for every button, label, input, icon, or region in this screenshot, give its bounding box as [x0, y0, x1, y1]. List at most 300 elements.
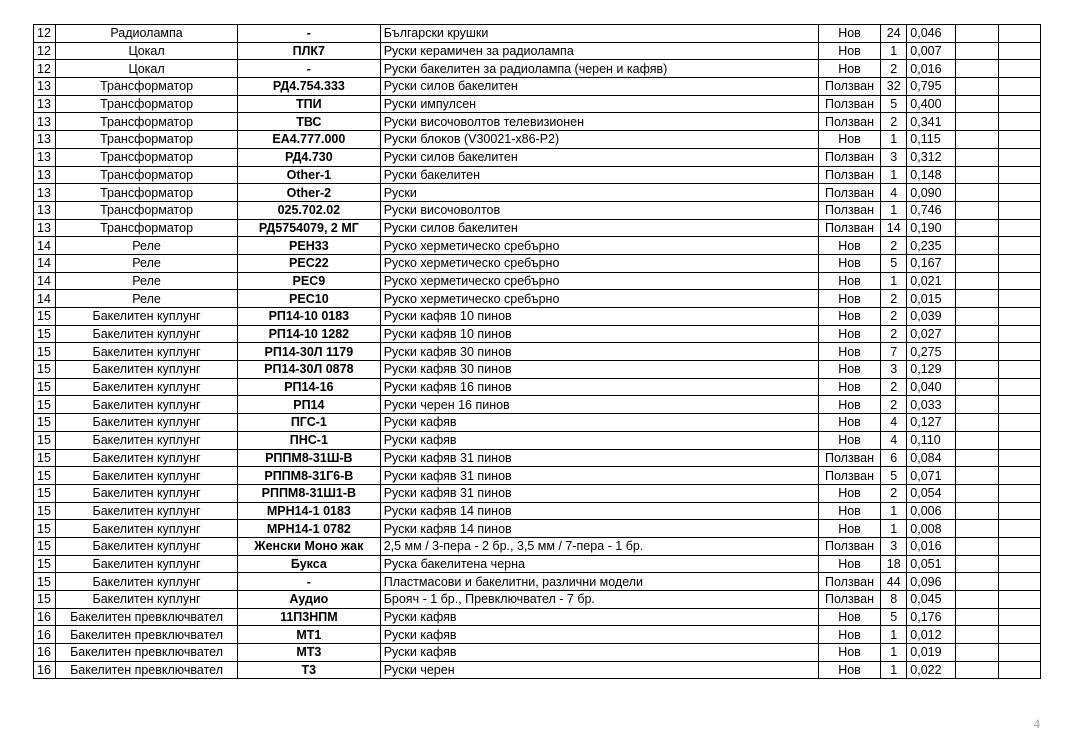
table-row: [34, 573, 1041, 591]
table-row: [34, 537, 1041, 555]
description-cell: Руски кафяв: [380, 626, 818, 644]
item-code-cell: РП14-30Л 0878: [238, 361, 381, 379]
item-code-cell: РД4.730: [238, 148, 381, 166]
quantity-cell: 1: [881, 502, 907, 520]
condition-cell: Ползван: [818, 148, 880, 166]
description-cell: Руски кафяв 30 пинов: [380, 361, 818, 379]
weight-cell: 0,235: [907, 237, 955, 255]
item-name-cell: Трансформатор: [56, 78, 238, 96]
group-cell: 15: [34, 484, 56, 502]
description-cell: Руски силов бакелитен: [380, 78, 818, 96]
item-name-cell: Трансформатор: [56, 131, 238, 149]
item-name-cell: Реле: [56, 290, 238, 308]
condition-cell: Нов: [818, 343, 880, 361]
condition-cell: Нов: [818, 272, 880, 290]
condition-cell: Нов: [818, 626, 880, 644]
item-name-cell: Бакелитен куплунг: [56, 484, 238, 502]
description-cell: Руски бакелитен за радиолампа (черен и кафяв): [380, 60, 818, 78]
empty-cell: [998, 131, 1040, 149]
item-name-cell: Трансформатор: [56, 113, 238, 131]
quantity-cell: 1: [881, 42, 907, 60]
weight-cell: 0,039: [907, 308, 955, 326]
quantity-cell: 14: [881, 219, 907, 237]
empty-cell: [998, 184, 1040, 202]
empty-cell: [998, 60, 1040, 78]
quantity-cell: 1: [881, 661, 907, 679]
description-cell: Руска бакелитена черна: [380, 555, 818, 573]
group-cell: 13: [34, 131, 56, 149]
item-name-cell: Бакелитен куплунг: [56, 431, 238, 449]
item-code-cell: Букса: [238, 555, 381, 573]
weight-cell: 0,312: [907, 148, 955, 166]
condition-cell: Нов: [818, 254, 880, 272]
quantity-cell: 24: [881, 25, 907, 43]
item-code-cell: -: [238, 573, 381, 591]
description-cell: Руски керамичен за радиолампа: [380, 42, 818, 60]
empty-cell: [998, 148, 1040, 166]
description-cell: Пластмасови и бакелитни, различни модели: [380, 573, 818, 591]
table-row: [34, 237, 1041, 255]
description-cell: Руски височоволтов телевизионен: [380, 113, 818, 131]
weight-cell: 0,012: [907, 626, 955, 644]
item-name-cell: Бакелитен превключвател: [56, 661, 238, 679]
description-cell: Руски кафяв: [380, 414, 818, 432]
group-cell: 15: [34, 396, 56, 414]
description-cell: Руско херметическо сребърно: [380, 290, 818, 308]
item-code-cell: Женски Моно жак: [238, 537, 381, 555]
condition-cell: Нов: [818, 414, 880, 432]
table-row: [34, 113, 1041, 131]
weight-cell: 0,746: [907, 201, 955, 219]
condition-cell: Ползван: [818, 591, 880, 609]
group-cell: 13: [34, 78, 56, 96]
empty-cell: [998, 113, 1040, 131]
condition-cell: Нов: [818, 608, 880, 626]
quantity-cell: 2: [881, 378, 907, 396]
condition-cell: Нов: [818, 361, 880, 379]
table-row: [34, 626, 1041, 644]
table-row: [34, 25, 1041, 43]
item-name-cell: Бакелитен превключвател: [56, 608, 238, 626]
condition-cell: Нов: [818, 396, 880, 414]
empty-cell: [955, 644, 998, 662]
group-cell: 16: [34, 626, 56, 644]
group-cell: 13: [34, 201, 56, 219]
item-name-cell: Трансформатор: [56, 95, 238, 113]
item-name-cell: Трансформатор: [56, 219, 238, 237]
group-cell: 15: [34, 308, 56, 326]
condition-cell: Ползван: [818, 201, 880, 219]
empty-cell: [955, 661, 998, 679]
table-row: [34, 502, 1041, 520]
table-row: [34, 60, 1041, 78]
table-row: [34, 148, 1041, 166]
table-row: [34, 414, 1041, 432]
table-row: [34, 378, 1041, 396]
item-code-cell: РД5754079, 2 МГ: [238, 219, 381, 237]
weight-cell: 0,341: [907, 113, 955, 131]
description-cell: Български крушки: [380, 25, 818, 43]
description-cell: 2,5 мм / 3-пера - 2 бр., 3,5 мм / 7-пера - 1 бр.: [380, 537, 818, 555]
empty-cell: [955, 25, 998, 43]
empty-cell: [998, 573, 1040, 591]
group-cell: 15: [34, 502, 56, 520]
empty-cell: [955, 272, 998, 290]
item-code-cell: РЕС22: [238, 254, 381, 272]
table-row: [34, 308, 1041, 326]
item-name-cell: Трансформатор: [56, 201, 238, 219]
description-cell: Руски силов бакелитен: [380, 148, 818, 166]
quantity-cell: 4: [881, 414, 907, 432]
quantity-cell: 1: [881, 644, 907, 662]
table-row: [34, 396, 1041, 414]
empty-cell: [998, 219, 1040, 237]
quantity-cell: 6: [881, 449, 907, 467]
empty-cell: [955, 502, 998, 520]
description-cell: Руски кафяв 31 пинов: [380, 467, 818, 485]
empty-cell: [955, 378, 998, 396]
item-code-cell: МТ1: [238, 626, 381, 644]
item-name-cell: Реле: [56, 272, 238, 290]
description-cell: Руски кафяв 14 пинов: [380, 502, 818, 520]
item-name-cell: Бакелитен куплунг: [56, 555, 238, 573]
quantity-cell: 1: [881, 201, 907, 219]
weight-cell: 0,400: [907, 95, 955, 113]
quantity-cell: 2: [881, 308, 907, 326]
quantity-cell: 5: [881, 608, 907, 626]
condition-cell: Ползван: [818, 449, 880, 467]
item-name-cell: Бакелитен куплунг: [56, 414, 238, 432]
condition-cell: Нов: [818, 60, 880, 78]
group-cell: 13: [34, 219, 56, 237]
quantity-cell: 1: [881, 626, 907, 644]
empty-cell: [998, 254, 1040, 272]
item-code-cell: РЕС9: [238, 272, 381, 290]
item-name-cell: Бакелитен куплунг: [56, 343, 238, 361]
empty-cell: [998, 308, 1040, 326]
description-cell: Руски височоволтов: [380, 201, 818, 219]
item-code-cell: -: [238, 25, 381, 43]
item-code-cell: РЕС10: [238, 290, 381, 308]
weight-cell: 0,006: [907, 502, 955, 520]
group-cell: 14: [34, 254, 56, 272]
description-cell: Руски кафяв: [380, 608, 818, 626]
group-cell: 15: [34, 555, 56, 573]
item-name-cell: Цокал: [56, 42, 238, 60]
weight-cell: 0,008: [907, 520, 955, 538]
condition-cell: Нов: [818, 644, 880, 662]
table-row: [34, 644, 1041, 662]
condition-cell: Нов: [818, 555, 880, 573]
group-cell: 15: [34, 449, 56, 467]
quantity-cell: 5: [881, 254, 907, 272]
item-code-cell: МРН14-1 0782: [238, 520, 381, 538]
item-code-cell: РППМ8-31Г6-В: [238, 467, 381, 485]
group-cell: 16: [34, 661, 56, 679]
empty-cell: [955, 520, 998, 538]
weight-cell: 0,115: [907, 131, 955, 149]
item-name-cell: Трансформатор: [56, 184, 238, 202]
item-code-cell: ТВС: [238, 113, 381, 131]
empty-cell: [955, 484, 998, 502]
table-row: [34, 184, 1041, 202]
quantity-cell: 18: [881, 555, 907, 573]
empty-cell: [998, 166, 1040, 184]
empty-cell: [955, 201, 998, 219]
group-cell: 15: [34, 573, 56, 591]
table-row: [34, 608, 1041, 626]
weight-cell: 0,015: [907, 290, 955, 308]
table-row: [34, 520, 1041, 538]
quantity-cell: 1: [881, 166, 907, 184]
quantity-cell: 1: [881, 272, 907, 290]
empty-cell: [998, 378, 1040, 396]
item-code-cell: Аудио: [238, 591, 381, 609]
empty-cell: [998, 431, 1040, 449]
table-row: [34, 467, 1041, 485]
item-name-cell: Трансформатор: [56, 148, 238, 166]
weight-cell: 0,084: [907, 449, 955, 467]
condition-cell: Ползван: [818, 537, 880, 555]
empty-cell: [998, 343, 1040, 361]
item-name-cell: Бакелитен куплунг: [56, 325, 238, 343]
group-cell: 15: [34, 591, 56, 609]
item-code-cell: РППМ8-31Ш-В: [238, 449, 381, 467]
quantity-cell: 4: [881, 184, 907, 202]
item-name-cell: Реле: [56, 237, 238, 255]
description-cell: Руски кафяв: [380, 431, 818, 449]
page-number: 4: [1033, 716, 1040, 731]
description-cell: Руско херметическо сребърно: [380, 272, 818, 290]
condition-cell: Нов: [818, 325, 880, 343]
quantity-cell: 7: [881, 343, 907, 361]
inventory-table: [33, 24, 1041, 679]
condition-cell: Ползван: [818, 573, 880, 591]
empty-cell: [998, 449, 1040, 467]
item-name-cell: Бакелитен куплунг: [56, 467, 238, 485]
item-name-cell: Бакелитен куплунг: [56, 361, 238, 379]
empty-cell: [955, 113, 998, 131]
condition-cell: Нов: [818, 520, 880, 538]
empty-cell: [998, 484, 1040, 502]
quantity-cell: 1: [881, 131, 907, 149]
quantity-cell: 8: [881, 591, 907, 609]
quantity-cell: 2: [881, 290, 907, 308]
condition-cell: Нов: [818, 237, 880, 255]
empty-cell: [998, 272, 1040, 290]
weight-cell: 0,795: [907, 78, 955, 96]
group-cell: 13: [34, 166, 56, 184]
group-cell: 15: [34, 325, 56, 343]
group-cell: 12: [34, 60, 56, 78]
empty-cell: [998, 361, 1040, 379]
item-name-cell: Трансформатор: [56, 166, 238, 184]
empty-cell: [998, 95, 1040, 113]
item-code-cell: -: [238, 60, 381, 78]
item-name-cell: Бакелитен куплунг: [56, 396, 238, 414]
item-code-cell: Other-2: [238, 184, 381, 202]
empty-cell: [955, 343, 998, 361]
weight-cell: 0,007: [907, 42, 955, 60]
group-cell: 15: [34, 520, 56, 538]
weight-cell: 0,110: [907, 431, 955, 449]
item-name-cell: Бакелитен куплунг: [56, 520, 238, 538]
quantity-cell: 32: [881, 78, 907, 96]
table-row: [34, 325, 1041, 343]
empty-cell: [955, 537, 998, 555]
weight-cell: 0,022: [907, 661, 955, 679]
description-cell: Руски блоков (V30021-x86-P2): [380, 131, 818, 149]
empty-cell: [955, 60, 998, 78]
item-code-cell: РП14-10 1282: [238, 325, 381, 343]
group-cell: 15: [34, 378, 56, 396]
table-row: [34, 254, 1041, 272]
empty-cell: [998, 555, 1040, 573]
item-name-cell: Бакелитен куплунг: [56, 591, 238, 609]
group-cell: 14: [34, 290, 56, 308]
empty-cell: [998, 201, 1040, 219]
empty-cell: [998, 608, 1040, 626]
empty-cell: [998, 644, 1040, 662]
weight-cell: 0,040: [907, 378, 955, 396]
condition-cell: Нов: [818, 308, 880, 326]
condition-cell: Ползван: [818, 78, 880, 96]
condition-cell: Ползван: [818, 184, 880, 202]
weight-cell: 0,071: [907, 467, 955, 485]
empty-cell: [998, 237, 1040, 255]
description-cell: Руски силов бакелитен: [380, 219, 818, 237]
item-name-cell: Бакелитен куплунг: [56, 573, 238, 591]
item-name-cell: Бакелитен куплунг: [56, 378, 238, 396]
description-cell: Руски: [380, 184, 818, 202]
empty-cell: [955, 148, 998, 166]
empty-cell: [955, 449, 998, 467]
group-cell: 12: [34, 42, 56, 60]
quantity-cell: 2: [881, 396, 907, 414]
group-cell: 13: [34, 148, 56, 166]
group-cell: 15: [34, 537, 56, 555]
empty-cell: [955, 608, 998, 626]
empty-cell: [998, 591, 1040, 609]
empty-cell: [955, 555, 998, 573]
table-row: [34, 661, 1041, 679]
condition-cell: Ползван: [818, 219, 880, 237]
condition-cell: Нов: [818, 25, 880, 43]
table-row: [34, 95, 1041, 113]
empty-cell: [998, 537, 1040, 555]
empty-cell: [955, 95, 998, 113]
quantity-cell: 2: [881, 60, 907, 78]
weight-cell: 0,167: [907, 254, 955, 272]
empty-cell: [955, 219, 998, 237]
group-cell: 13: [34, 184, 56, 202]
weight-cell: 0,027: [907, 325, 955, 343]
description-cell: Руски кафяв 16 пинов: [380, 378, 818, 396]
empty-cell: [998, 25, 1040, 43]
table-row: [34, 78, 1041, 96]
description-cell: Руски бакелитен: [380, 166, 818, 184]
weight-cell: 0,127: [907, 414, 955, 432]
weight-cell: 0,051: [907, 555, 955, 573]
item-code-cell: Т3: [238, 661, 381, 679]
item-name-cell: Бакелитен превключвател: [56, 644, 238, 662]
weight-cell: 0,016: [907, 60, 955, 78]
empty-cell: [955, 414, 998, 432]
description-cell: Руско херметическо сребърно: [380, 237, 818, 255]
item-name-cell: Бакелитен куплунг: [56, 537, 238, 555]
empty-cell: [998, 502, 1040, 520]
item-name-cell: Бакелитен превключвател: [56, 626, 238, 644]
empty-cell: [955, 166, 998, 184]
item-name-cell: Бакелитен куплунг: [56, 449, 238, 467]
weight-cell: 0,096: [907, 573, 955, 591]
weight-cell: 0,016: [907, 537, 955, 555]
weight-cell: 0,045: [907, 591, 955, 609]
empty-cell: [955, 431, 998, 449]
item-code-cell: ПЛК7: [238, 42, 381, 60]
item-code-cell: ЕА4.777.000: [238, 131, 381, 149]
empty-cell: [998, 661, 1040, 679]
quantity-cell: 3: [881, 361, 907, 379]
item-code-cell: 11П3НПМ: [238, 608, 381, 626]
table-row: [34, 219, 1041, 237]
group-cell: 14: [34, 272, 56, 290]
table-row: [34, 449, 1041, 467]
inventory-table-body: [34, 25, 1041, 679]
empty-cell: [998, 325, 1040, 343]
description-cell: Брояч - 1 бр., Превключвател - 7 бр.: [380, 591, 818, 609]
quantity-cell: 2: [881, 113, 907, 131]
condition-cell: Ползван: [818, 113, 880, 131]
weight-cell: 0,019: [907, 644, 955, 662]
condition-cell: Нов: [818, 42, 880, 60]
weight-cell: 0,033: [907, 396, 955, 414]
empty-cell: [955, 591, 998, 609]
empty-cell: [998, 414, 1040, 432]
item-code-cell: ПГС-1: [238, 414, 381, 432]
group-cell: 15: [34, 467, 56, 485]
empty-cell: [955, 626, 998, 644]
weight-cell: 0,148: [907, 166, 955, 184]
description-cell: Руски импулсен: [380, 95, 818, 113]
item-code-cell: 025.702.02: [238, 201, 381, 219]
table-row: [34, 131, 1041, 149]
table-row: [34, 166, 1041, 184]
empty-cell: [998, 396, 1040, 414]
table-row: [34, 555, 1041, 573]
item-name-cell: Бакелитен куплунг: [56, 308, 238, 326]
group-cell: 15: [34, 431, 56, 449]
weight-cell: 0,129: [907, 361, 955, 379]
description-cell: Руски кафяв 31 пинов: [380, 449, 818, 467]
description-cell: Руски черен: [380, 661, 818, 679]
item-code-cell: РППМ8-31Ш1-В: [238, 484, 381, 502]
item-code-cell: Other-1: [238, 166, 381, 184]
item-code-cell: ПНС-1: [238, 431, 381, 449]
condition-cell: Ползван: [818, 95, 880, 113]
table-row: [34, 42, 1041, 60]
group-cell: 13: [34, 95, 56, 113]
empty-cell: [955, 184, 998, 202]
weight-cell: 0,190: [907, 219, 955, 237]
description-cell: Руски кафяв 31 пинов: [380, 484, 818, 502]
quantity-cell: 4: [881, 431, 907, 449]
empty-cell: [998, 626, 1040, 644]
group-cell: 15: [34, 343, 56, 361]
description-cell: Руски кафяв 30 пинов: [380, 343, 818, 361]
description-cell: Руски кафяв 10 пинов: [380, 308, 818, 326]
weight-cell: 0,176: [907, 608, 955, 626]
